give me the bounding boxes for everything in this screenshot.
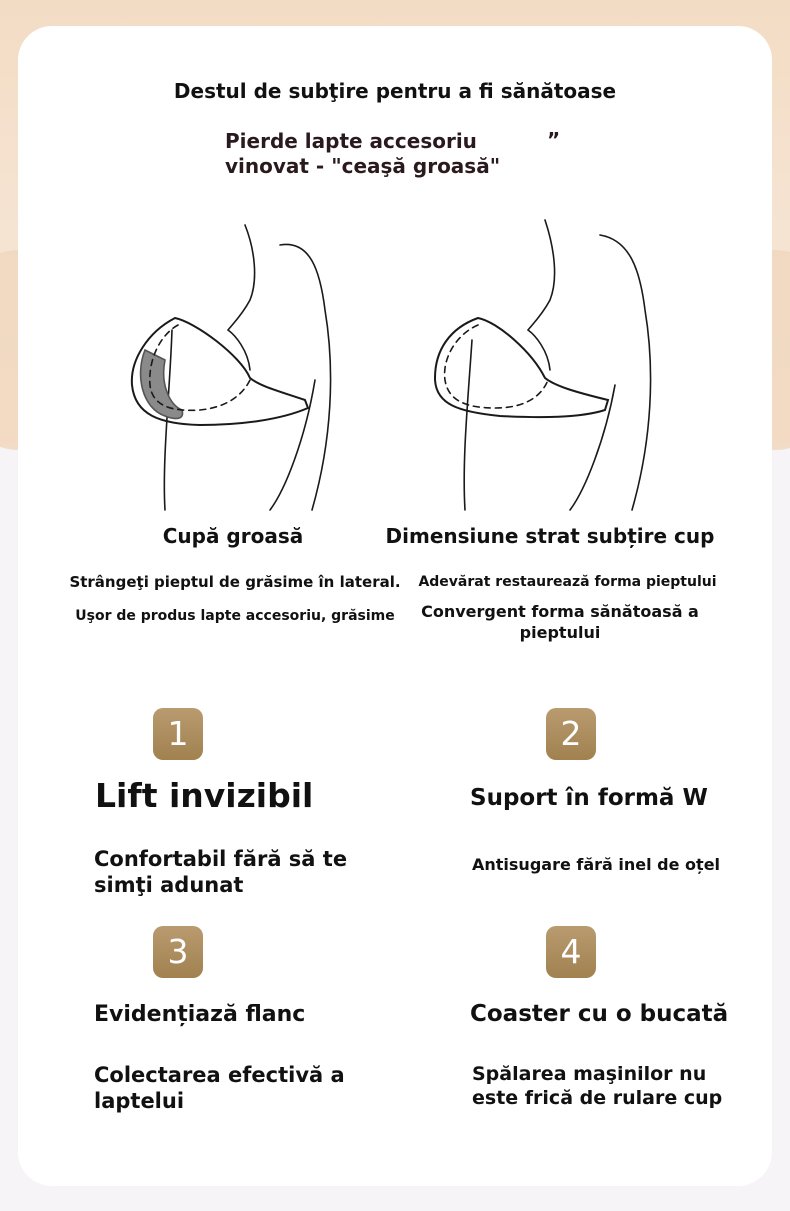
thick-cup-figure <box>132 225 331 510</box>
thick-cup-caption: Cupă groasă <box>162 524 304 548</box>
section-subtitle: Pierde lapte accesoriu vinovat - "ceaşă groasă" <box>225 129 501 178</box>
thick-cup-desc-2: Uşor de produs lapte accesoriu, grăsime <box>75 608 395 624</box>
feature-number-badge: 2 <box>546 708 596 760</box>
section-title: Destul de subţire pentru a fi sănătoase <box>173 79 617 103</box>
feature-number-badge: 4 <box>546 926 596 978</box>
feature-title: Lift invizibil <box>95 776 314 815</box>
feature-title: Evidențiază flanc <box>94 1002 306 1027</box>
quote-mark: ” <box>547 128 561 152</box>
thin-cup-desc-1: Adevărat restaurează forma pieptului <box>418 574 717 590</box>
feature-title: Suport în formă W <box>470 785 708 811</box>
feature-description: Spălarea maşinilor nu este frică de rulare cup <box>472 1063 723 1109</box>
feature-description: Colectarea efectivă a laptelui <box>94 1063 345 1113</box>
feature-description: Antisugare fără inel de oțel <box>472 855 721 874</box>
thin-cup-caption: Dimensiune strat subțire cup <box>385 524 715 548</box>
bra-comparison-illustration <box>100 210 700 520</box>
thin-cup-desc-2: Convergent forma sănătoasă a pieptului <box>421 602 699 642</box>
feature-description: Confortabil fără să te simţi adunat <box>94 847 348 897</box>
feature-title: Coaster cu o bucată <box>470 1001 729 1027</box>
feature-number-badge: 3 <box>153 926 203 978</box>
feature-number-badge: 1 <box>153 708 203 760</box>
thick-cup-desc-1: Strângeţi pieptul de grăsime în lateral. <box>69 573 401 591</box>
thin-cup-figure <box>435 220 651 510</box>
